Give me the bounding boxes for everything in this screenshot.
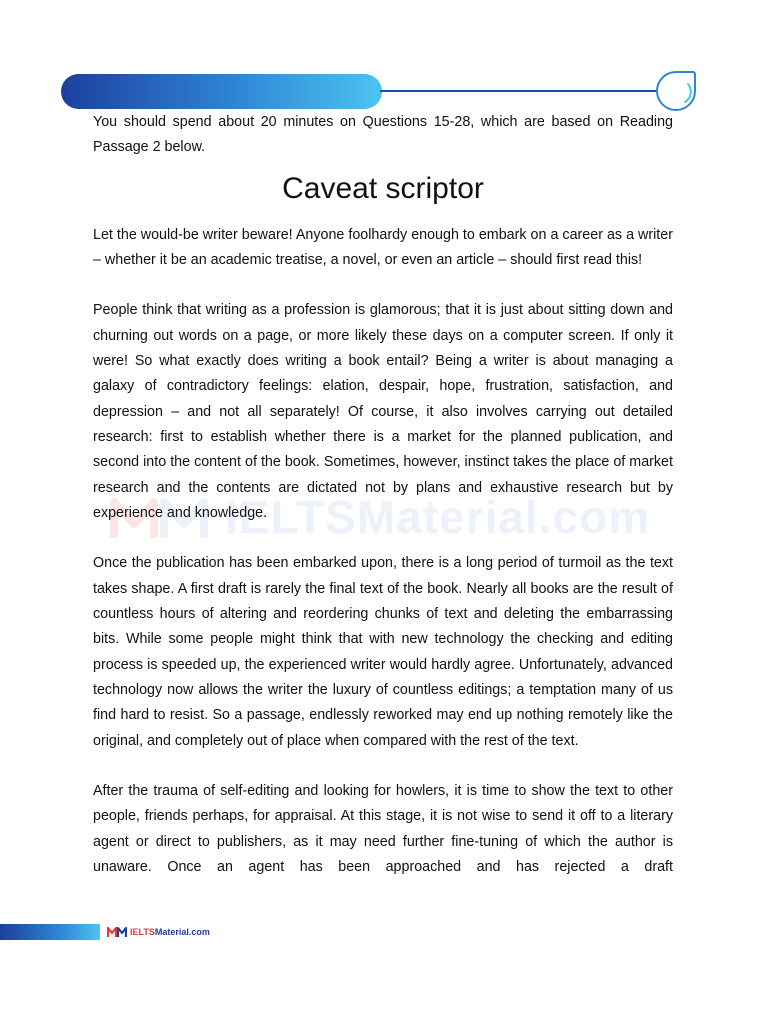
instructions-text: You should spend about 20 minutes on Questions 15-28, which are based on Reading Passage 2 below. <box>93 114 673 156</box>
article-paragraph: Once the publication has been embarked upon, there is a long period of turmoil as the text takes shape. A first draft is rarely the final text of the book. Nearly all books are the result of countless hours of altering and reordering chunks of text and deleting the embarrassing bits. While some people might think that with new technology the checking and editing process is speeded up, the experienced writer would hardly agree. Unfortunately, advanced technology now allows the writer the luxury of countless editings; a temptation many of us find hard to resist. So a passage, endlessly reworked may end up nothing remotely like the original, and completely out of place when compared with the rest of the text. <box>93 555 673 749</box>
water-drop-icon <box>655 70 697 112</box>
watermark-text: IELTSMaterial.com <box>225 491 651 543</box>
article-paragraph: Let the would-be writer beware! Anyone foolhardy enough to embark on a career as a writer – whether it be an academic treatise, a novel, or even an article – should first read this! <box>93 226 673 268</box>
header-gradient-bar <box>61 74 382 109</box>
header-rule <box>380 90 660 92</box>
brand-name <box>130 925 210 939</box>
footer-brand-logo[interactable] <box>107 925 210 939</box>
article-paragraph: After the trauma of self-editing and looking for howlers, it is time to show the text to other people, friends perhaps, for appraisal. At this stage, it is not wise to send it off to a literary agent or direct to publishers, as it may need further fine-tuning of which the author is unaware. Once an agent has been approached and has rejected a draft <box>93 783 673 876</box>
article-title: Caveat scriptor <box>282 171 484 205</box>
article-paragraph: People think that writing as a profession is glamorous; that it is just about sitting down and churning out words on a page, or more likely these days on a computer screen. If only it were! So what exactly does writing a book entail? Being a writer is about managing a galaxy of contradictory feelings: elation, despair, hope, frustration, satisfaction, and depression – and not all separately! Of course, it also involves carrying out detailed research: first to establish whether there is a market for the planned publication, and second into the content of the book. Sometimes, however, instinct takes the place of market research and the contents are dictated not by plans and exhaustive research but by experience and knowledge. <box>93 302 673 521</box>
brand-prefix: IELTS <box>130 927 155 937</box>
brand-suffix: Material.com <box>154 927 210 937</box>
page-content <box>93 110 673 880</box>
footer-gradient-bar <box>0 924 100 940</box>
brand-logo-icon <box>107 926 127 938</box>
